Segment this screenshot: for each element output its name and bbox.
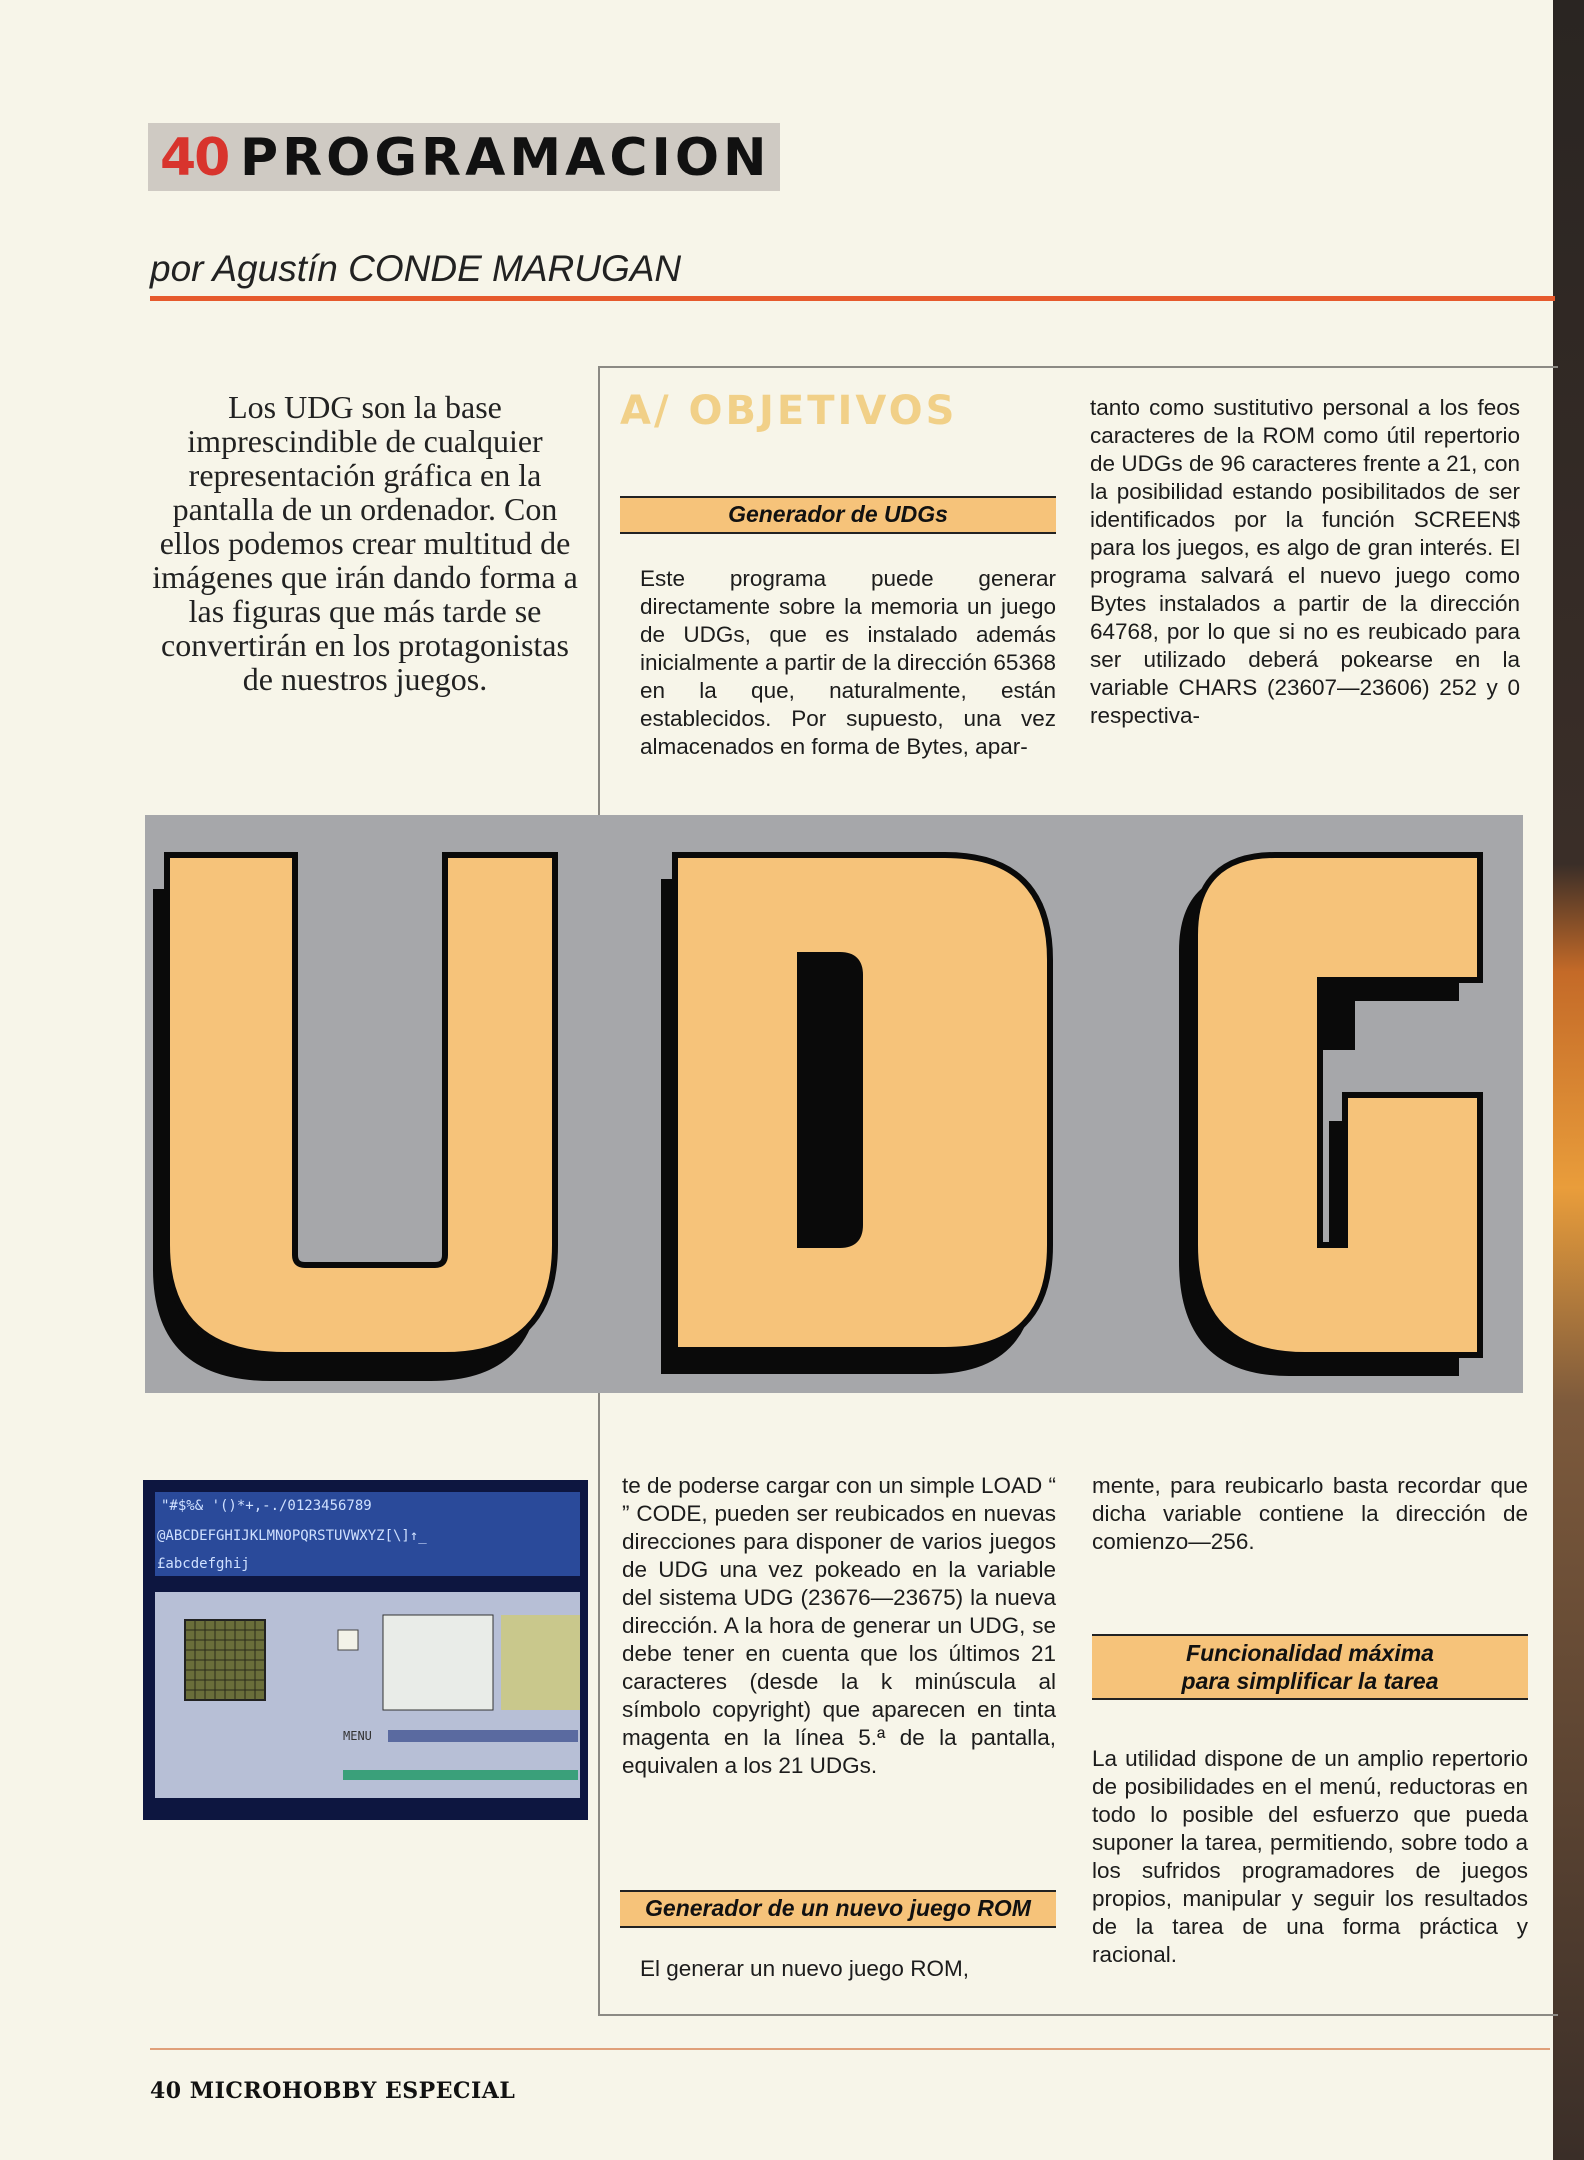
subhead-generador-rom: Generador de un nuevo juego ROM — [620, 1890, 1056, 1928]
intro-text: Los UDG son la base imprescindible de cualquier representación gráfica en la pantalla de un ordenador. Con ellos podemos crear multitud de imágenes que irán dando forma a las figuras que más tarde se convertirán en los protagonistas de nuestros juegos. — [152, 389, 578, 697]
preview-large — [383, 1615, 493, 1710]
letter-u — [167, 855, 555, 1355]
article-title: A/ OBJETIVOS — [620, 388, 958, 434]
page-footer: 40 MICROHOBBY ESPECIAL — [150, 2078, 516, 2104]
paragraph: El generar un nuevo juego ROM, — [640, 1956, 969, 1981]
menu-label: MENU — [343, 1729, 372, 1743]
udg-letters-graphic — [145, 815, 1523, 1393]
subhead-funcionalidad — [1092, 1634, 1528, 1700]
udg-editor-screenshot — [143, 1480, 588, 1820]
paragraph: te de poderse cargar con un simple LOAD “ ” CODE, pueden ser reubicados en nuevas direcciones para disponer de varios juegos de UDG una vez pokeado en la variable del sistema UDG (23676—23675) la nueva dirección. A la hora de generar un UDG, se debe tener en cuenta que los últimos 21 caracteres (desde la k minúscula al símbolo copyright) que aparecen en tinta magenta en la línea 5.ª de la pantalla, equivalen a los 21 UDGs. — [622, 1473, 1056, 1778]
paragraph: Este programa puede generar directamente sobre la memoria un juego de UDGs, que es instalado además inicialmente a partir de la dirección 65368 en la que, naturalmente, están establecidos. Por supuesto, una vez almacenados en forma de Bytes, apar- — [640, 566, 1056, 759]
text-column-5 — [640, 1955, 1056, 1983]
status-bar — [343, 1770, 578, 1780]
text-column-2 — [1090, 394, 1520, 730]
charset-row-2: @ABCDEFGHIJKLMNOPQRSTUVWXYZ[\]↑_ — [157, 1528, 427, 1544]
letter-g-notch — [1320, 980, 1355, 1050]
charset-row-3: £abcdefghij — [157, 1556, 250, 1572]
paragraph: mente, para reubicarlo basta recordar que dicha variable contiene la dirección de comienzo—256. — [1092, 1473, 1528, 1554]
preview-color — [501, 1615, 580, 1710]
paragraph: tanto como sustitutivo personal a los feos caracteres de la ROM como útil repertorio de UDGs de 96 caracteres frente a 21, con la posibilidad estando posibilitados de ser identificados por la función SCREEN$ para los juegos, es algo de gran interés. El programa salvará el nuevo juego como Bytes instalados a partir de la dirección 64768, por lo que si no es reubicado para ser utilizado deberá pokearse en la variable CHARS (23607—23606) 252 y 0 respectiva- — [1090, 395, 1520, 728]
letter-g — [1195, 855, 1480, 1355]
preview-small — [338, 1630, 358, 1650]
letter-d — [675, 855, 1050, 1350]
footer-rule — [150, 2048, 1550, 2050]
section-title: PROGRAMACION — [240, 128, 771, 188]
header-rule — [150, 296, 1555, 301]
charset-row-1: "#$%& '()*+,-./0123456789 — [161, 1498, 372, 1514]
byline: por Agustín CONDE MARUGAN — [150, 248, 682, 289]
text-column-6 — [1092, 1745, 1528, 1969]
text-column-4 — [1092, 1472, 1528, 1556]
menu-icons-row — [388, 1730, 578, 1742]
subhead-line: para simplificar la tarea — [1181, 1668, 1439, 1694]
udg-banner — [145, 815, 1523, 1393]
text-column-3 — [622, 1472, 1056, 1780]
text-column-1 — [640, 565, 1056, 761]
screenshot-graphic — [143, 1480, 588, 1820]
paragraph: La utilidad dispone de un amplio repertorio de posibilidades en el menú, reductoras en todo lo posible del esfuerzo que pueda suponer la tarea, permitiendo, sobre todo a los sufridos programadores de juegos propios, manipular y seguir los resultados de la tarea de una forma práctica y racional. — [1092, 1746, 1528, 1967]
section-number: 40 — [160, 128, 229, 188]
subhead-generador-udgs: Generador de UDGs — [620, 496, 1056, 534]
subhead-line: Funcionalidad máxima — [1186, 1640, 1434, 1666]
